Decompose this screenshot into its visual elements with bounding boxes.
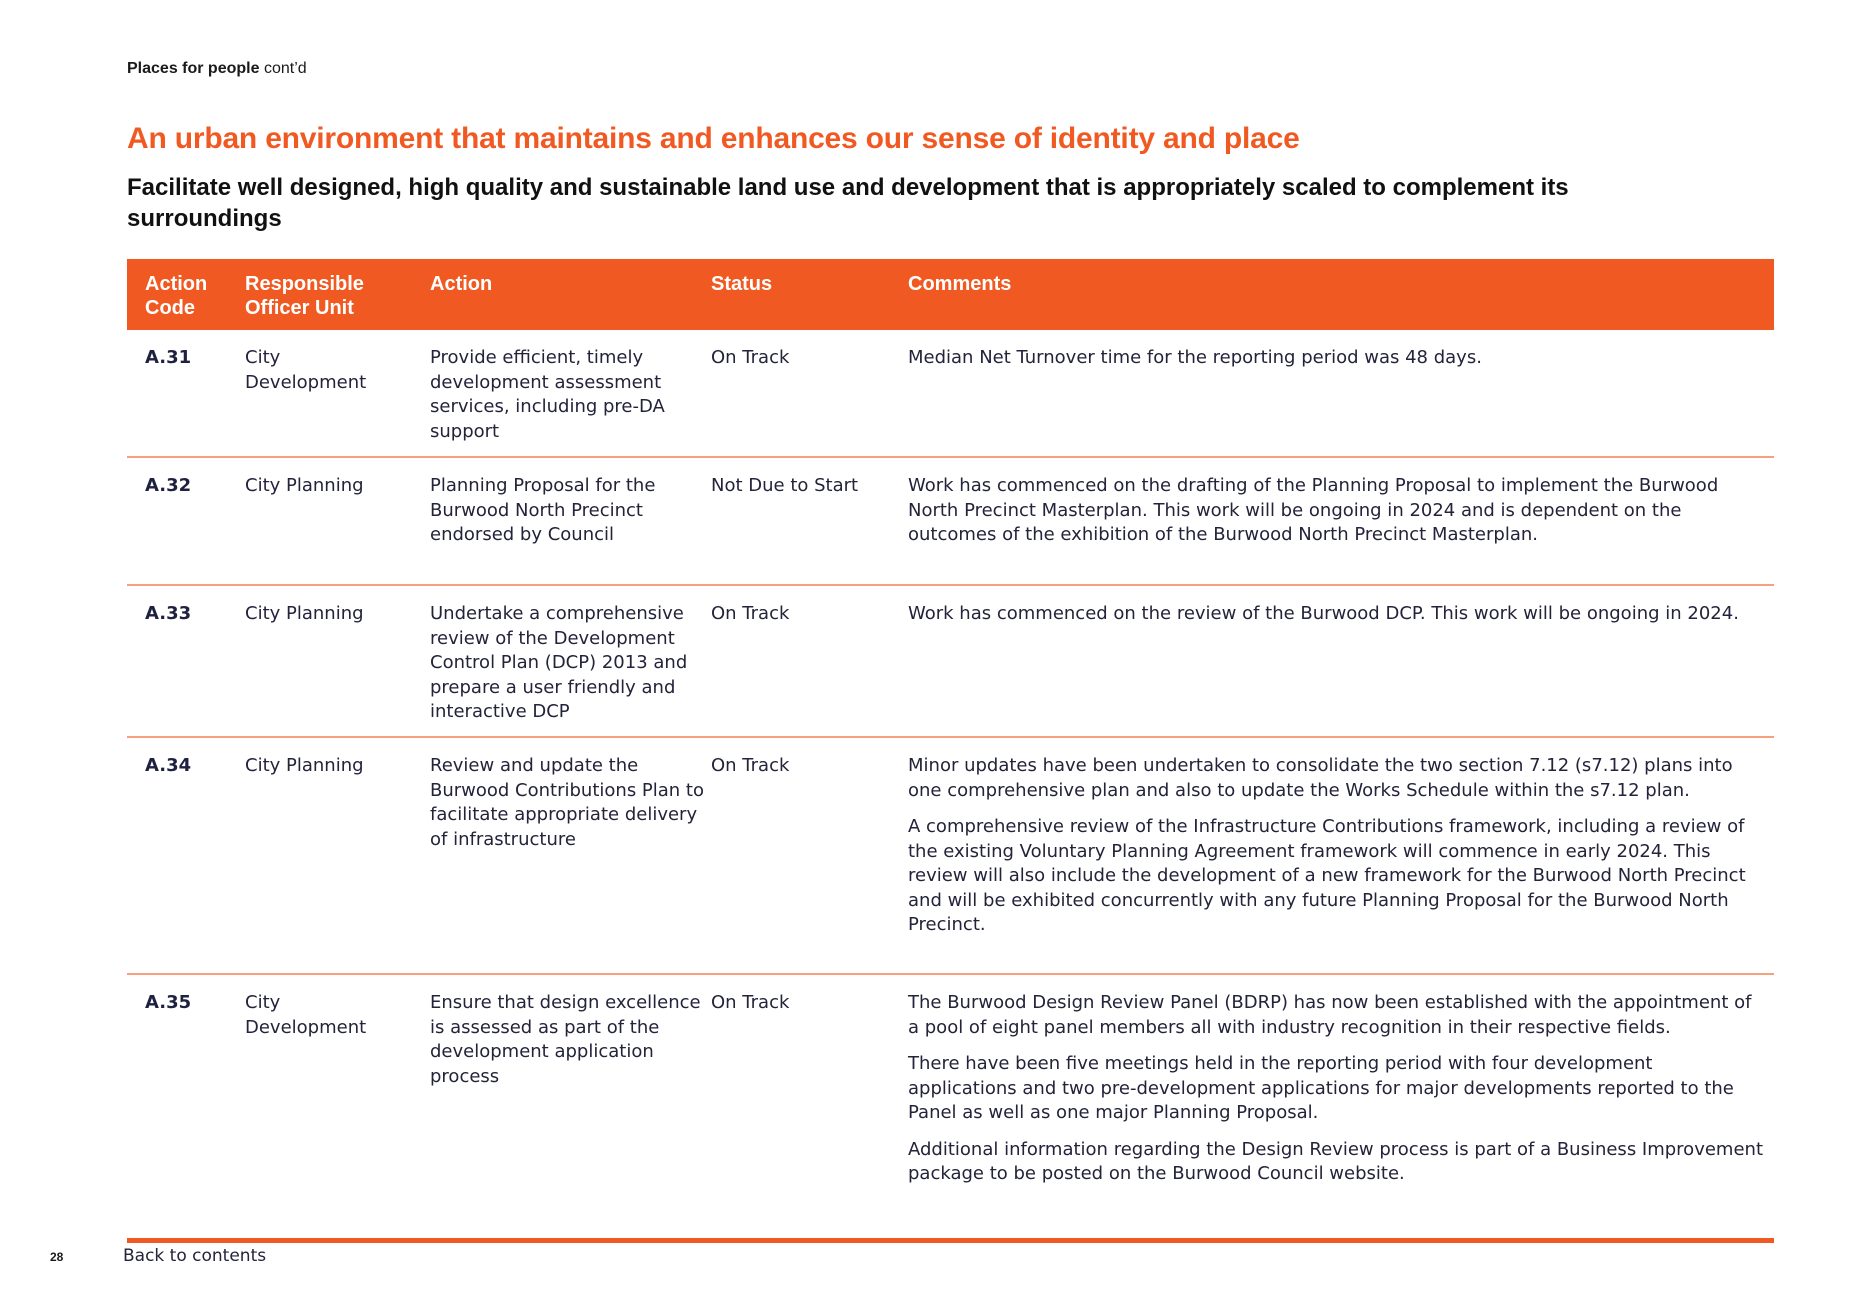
section-subtitle: Facilitate well designed, high quality and sustainable land use and development that is appropriately scaled to complement its surroundings — [127, 174, 1569, 232]
status-text: On Track — [711, 603, 790, 624]
comments-cell — [908, 346, 1774, 446]
table-row — [127, 738, 1774, 975]
comments-cell — [908, 474, 1774, 574]
action-code: A.32 — [145, 475, 192, 496]
breadcrumb-section: Places for people — [127, 60, 260, 77]
status-text: On Track — [711, 992, 790, 1013]
action-code: A.34 — [145, 755, 192, 776]
breadcrumb — [127, 60, 307, 78]
header-action: Action — [430, 273, 493, 295]
comment-paragraph: Work has commenced on the review of the Burwood DCP. This work will be ongoing in 2024. — [908, 603, 1739, 624]
header-status: Status — [711, 273, 773, 295]
comment-paragraph: Median Net Turnover time for the reporting period was 48 days. — [908, 347, 1482, 368]
header-comments: Comments — [908, 273, 1012, 295]
section-title: An urban environment that maintains and enhances our sense of identity and place — [127, 122, 1300, 155]
comment-paragraph: Minor updates have been undertaken to consolidate the two section 7.12 (s7.12) plans into one comprehensive plan and also to update the Works Schedule within the s7.12 plan. — [908, 755, 1733, 801]
action-code: A.31 — [145, 347, 192, 368]
table-row — [127, 975, 1774, 1243]
status-text: Not Due to Start — [711, 475, 859, 496]
responsible-unit: City Planning — [245, 475, 364, 496]
back-to-contents-link[interactable]: Back to contents — [123, 1246, 267, 1266]
header-action-code: Action Code — [145, 273, 208, 319]
comments-cell — [908, 602, 1774, 726]
action-code: A.35 — [145, 992, 192, 1013]
status-text: On Track — [711, 347, 790, 368]
table-row — [127, 458, 1774, 586]
responsible-unit: City Development — [245, 347, 367, 393]
responsible-unit: City Development — [245, 992, 367, 1038]
action-description: Provide efficient, timely development assessment services, including pre-DA support — [430, 347, 665, 442]
status-text: On Track — [711, 755, 790, 776]
table-row — [127, 330, 1774, 458]
actions-table — [127, 259, 1774, 1243]
comment-paragraph: There have been five meetings held in the reporting period with four development applications and two pre-development applications for major developments reported to the Panel as well as one major Planning Proposal. — [908, 1053, 1734, 1123]
table-header — [127, 259, 1774, 330]
breadcrumb-suffix: cont’d — [263, 60, 307, 77]
page-number: 28 — [50, 1250, 64, 1264]
responsible-unit: City Planning — [245, 755, 364, 776]
table-row — [127, 586, 1774, 738]
action-description: Undertake a comprehensive review of the Development Control Plan (DCP) 2013 and prepare a user friendly and interactive DCP — [430, 603, 688, 722]
comments-cell — [908, 991, 1774, 1226]
comment-paragraph: The Burwood Design Review Panel (BDRP) has now been established with the appointment of a pool of eight panel members all with industry recognition in their respective fields. — [908, 992, 1752, 1038]
action-description: Ensure that design excellence is assessed as part of the development application process — [430, 992, 701, 1087]
action-description: Review and update the Burwood Contributions Plan to facilitate appropriate delivery of infrastructure — [430, 755, 704, 850]
comments-cell — [908, 754, 1774, 963]
action-description: Planning Proposal for the Burwood North Precinct endorsed by Council — [430, 475, 656, 545]
comment-paragraph: A comprehensive review of the Infrastructure Contributions framework, including a review of the existing Voluntary Planning Agreement framework will commence in early 2024. This review will also include the development of a new framework for the Burwood North Precinct and will be exhibited concurrently with any future Planning Proposal for the Burwood North Precinct. — [908, 816, 1746, 935]
responsible-unit: City Planning — [245, 603, 364, 624]
header-responsible-unit: Responsible Officer Unit — [245, 273, 364, 319]
action-code: A.33 — [145, 603, 192, 624]
comment-paragraph: Additional information regarding the Design Review process is part of a Business Improvement package to be posted on the Burwood Council website. — [908, 1138, 1763, 1184]
comment-paragraph: Work has commenced on the drafting of the Planning Proposal to implement the Burwood North Precinct Masterplan. This work will be ongoing in 2024 and is dependent on the outcomes of the exhibition of the Burwood North Precinct Masterplan. — [908, 475, 1719, 545]
